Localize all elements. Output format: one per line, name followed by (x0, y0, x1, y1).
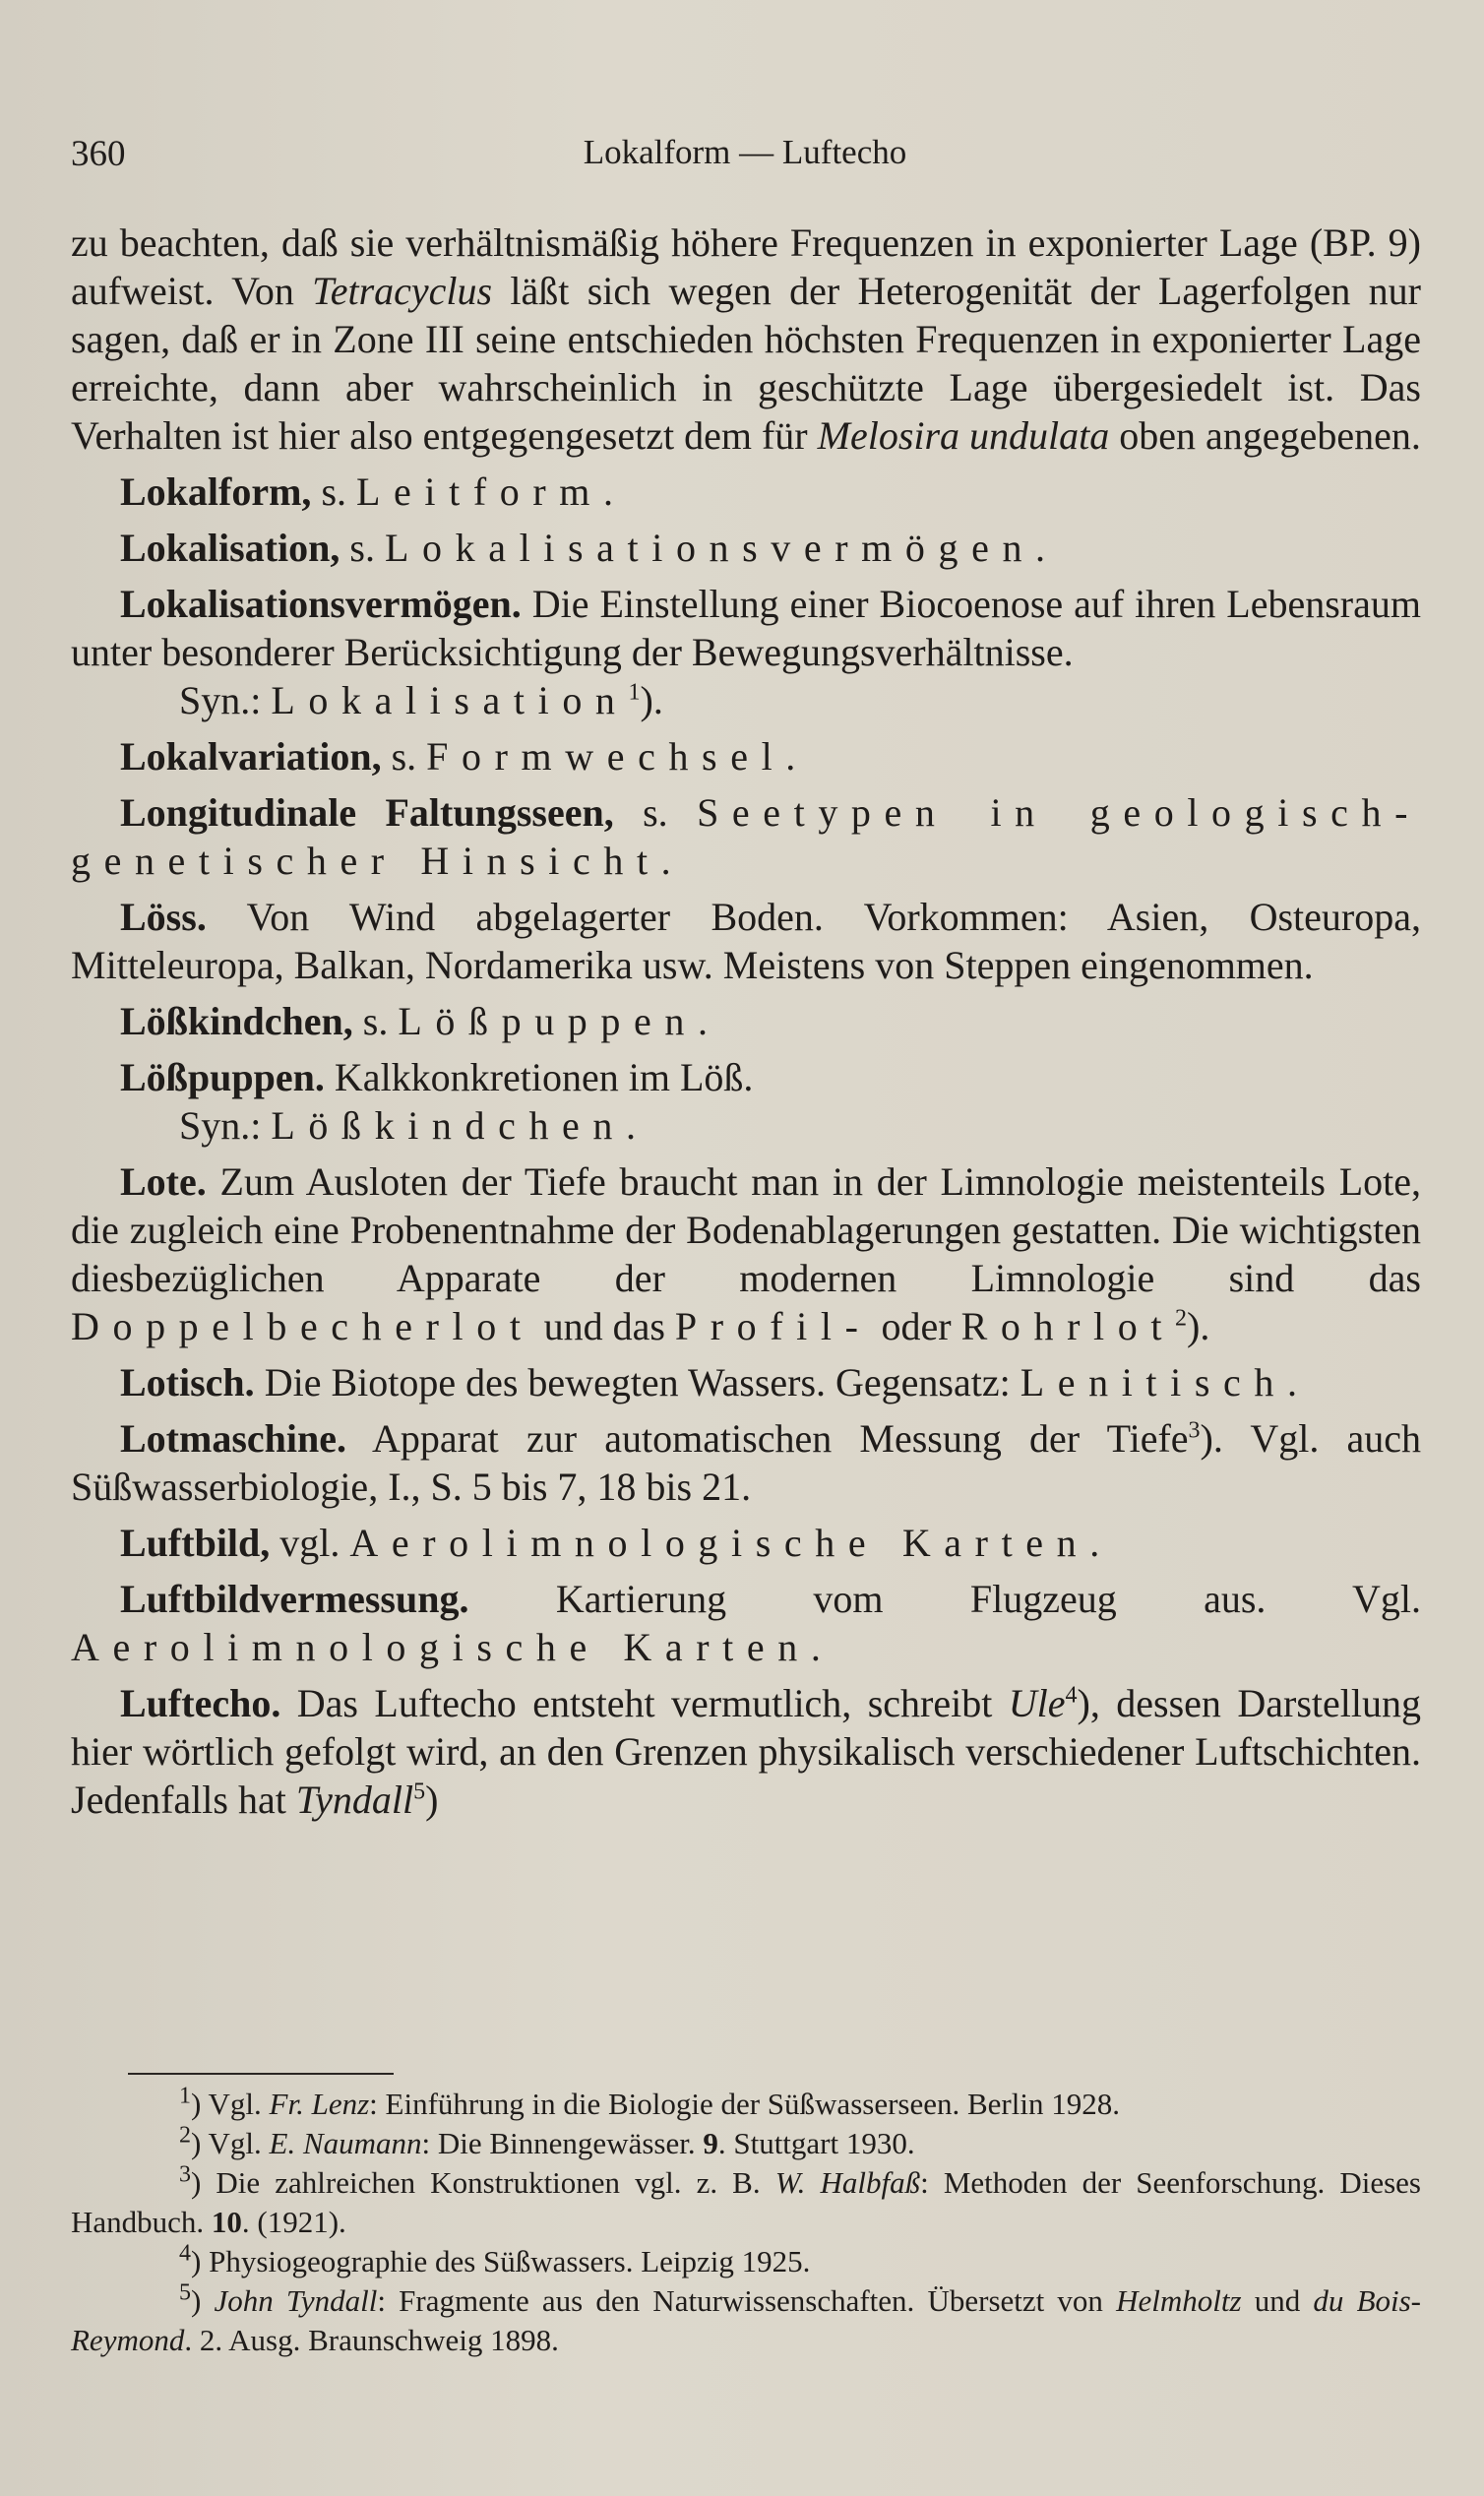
text: s. (381, 734, 427, 779)
text: läßt sich wegen der Heterogenität der Lagerfolgen nur sagen, daß er in Zone III seine entschieden höchsten Frequenzen in exponierter Lage erreichte, dann aber wahrscheinlich in geschützte Lage übergesiedelt ist. Das Verhalten ist hier also entgegengesetzt dem für (71, 269, 1421, 458)
text: : Fragmente aus den Naturwissenschaften. Übersetzt von (377, 2283, 1117, 2318)
cross-reference: Formwechsel. (426, 734, 809, 779)
entry-loesskindchen (71, 997, 1421, 1045)
text: und das (533, 1304, 675, 1348)
text: Kartierung vom Flugzeug aus. Vgl. (468, 1577, 1421, 1621)
entry-term: Lokalform, (120, 469, 312, 514)
entry-term: Lößpuppen. (120, 1055, 325, 1099)
syn-label: Syn.: (179, 1103, 272, 1148)
text: ). (640, 678, 663, 722)
italic-author: John Tyndall (214, 2283, 378, 2318)
entry-luftecho (71, 1679, 1421, 1824)
text: s. (352, 999, 399, 1043)
text: Von Wind abgelagerter Boden. Vorkommen: Asien, Osteuropa, Mitteleuropa, Balkan, Nordamerika usw. Meistens von Steppen eingenommen. (71, 895, 1421, 987)
footnote-mark: 4 (179, 2240, 191, 2267)
footnote-divider (128, 2073, 394, 2075)
cross-reference: Lößpuppen. (398, 999, 721, 1043)
italic-author: Helmholtz (1116, 2283, 1242, 2318)
text: oder (871, 1304, 961, 1348)
entry-lokalisationsvermoegen (71, 580, 1421, 676)
paragraph-continuation (71, 218, 1421, 460)
entry-lote (71, 1157, 1421, 1350)
text: Apparat zur automatischen Messung der Tiefe (346, 1416, 1189, 1461)
text: Die Einstellung einer Biocoenose auf ihren Lebensraum unter besonderer Berücksichtigung der Bewegungsverhältnisse. (71, 582, 1421, 674)
synonym-line (71, 676, 1421, 724)
footnote-mark: 5 (179, 2279, 191, 2306)
text: oben angegebenen. (1109, 413, 1421, 458)
text: ) Die zahlreichen Konstruktionen vgl. z. B. (191, 2165, 775, 2200)
italic-author: du Bois-Reymond (71, 2283, 1421, 2357)
text: Zum Ausloten der Tiefe braucht man in der Limnologie meistenteils Lote, die zugleich eine Probenentnahme der Bodenablagerungen gestatten. Die wichtigsten diesbezüglichen Apparate der modernen Limnologie sind das (71, 1159, 1421, 1300)
text: ) (191, 2283, 215, 2318)
text: ) Vgl. (191, 2126, 270, 2160)
entry-term: Lotmaschine. (120, 1416, 346, 1461)
entry-luftbild (71, 1519, 1421, 1567)
entry-term: Luftbildvermessung. (120, 1577, 469, 1621)
text: ). (1187, 1304, 1210, 1348)
text: : Die Binnengewässer. (421, 2126, 704, 2160)
cross-reference: Lokalisationsvermögen. (384, 526, 1059, 570)
entry-loesspuppen (71, 1053, 1421, 1101)
text: Kalkkonkretionen im Löß. (324, 1055, 754, 1099)
text: ), dessen Darstellung hier wörtlich gefolgt wird, an den Grenzen physikalisch verschiedener Luftschichten. Jedenfalls hat (71, 1681, 1421, 1822)
text: s. (340, 526, 385, 570)
page-header (71, 133, 1419, 182)
text: und (1241, 2283, 1314, 2318)
footnote-mark: 3 (179, 2161, 191, 2188)
cross-reference: Seetypen in geologisch-genetischer Hinsicht. (71, 790, 1421, 883)
text: zu beachten, daß sie verhältnismäßig höhere Frequenzen in exponierter Lage (BP. 9) aufweist. Von (71, 220, 1421, 313)
text: ) Physiogeographie des Süßwassers. Leipzig 1925. (191, 2244, 811, 2278)
entry-lotmaschine (71, 1414, 1421, 1511)
entry-term: Luftbild, (120, 1521, 271, 1565)
text: : Methoden der Seenforschung. Dieses Handbuch. (71, 2165, 1421, 2239)
text: . Stuttgart 1930. (717, 2126, 915, 2160)
cross-reference: Leitform. (356, 469, 627, 514)
footnote-mark: 1 (179, 2083, 191, 2109)
spaced-term: Profil- (674, 1304, 872, 1348)
text: . (1921). (241, 2205, 346, 2239)
footnote-marker: 4 (1065, 1682, 1078, 1709)
italic-author: Fr. Lenz (269, 2087, 370, 2121)
text: : Einführung in die Biologie der Süßwasserseen. Berlin 1928. (369, 2087, 1120, 2121)
footnote-marker: 5 (413, 1778, 426, 1805)
footnotes (71, 2085, 1421, 2360)
page-number: 360 (71, 134, 126, 174)
italic-author: Ule (1008, 1681, 1066, 1725)
text: Das Luftecho entsteht vermutlich, schreibt (280, 1681, 1009, 1725)
cross-reference: Aerolimnologische Karten. (71, 1625, 835, 1669)
entry-term: Löss. (120, 895, 207, 939)
spaced-term: Rohrlot (960, 1304, 1176, 1348)
volume-number: 10 (211, 2205, 242, 2239)
entry-lokalisation (71, 524, 1421, 572)
footnote-3 (71, 2163, 1421, 2242)
running-head: Lokalform — Luftecho (583, 133, 907, 171)
entry-lokalvariation (71, 732, 1421, 780)
cross-reference: Lenitisch. (1020, 1360, 1311, 1404)
entry-term: Luftecho. (120, 1681, 281, 1725)
main-text (71, 218, 1421, 1824)
footnote-marker: 1 (628, 679, 641, 706)
entry-luftbildvermessung (71, 1575, 1421, 1671)
entry-lotisch (71, 1358, 1421, 1406)
synonym: Lößkindchen. (271, 1103, 649, 1148)
text: vgl. (270, 1521, 350, 1565)
spaced-term: Doppelbecherlot (71, 1304, 534, 1348)
footnote-marker: 2 (1175, 1305, 1188, 1332)
entry-term: Lokalisation, (120, 526, 340, 570)
cross-reference: Aerolimnologische Karten. (349, 1521, 1113, 1565)
text: ). Vgl. auch Süßwasserbiologie, I., S. 5 bis 7, 18 bis 21. (71, 1416, 1421, 1509)
entry-term: Lote. (120, 1159, 207, 1204)
italic-author: W. Halbfaß (774, 2165, 921, 2200)
synonym: Lokalisation (271, 678, 629, 722)
entry-lokalform (71, 468, 1421, 516)
footnote-1 (71, 2085, 1421, 2124)
entry-longitudinale-faltungsseen (71, 788, 1421, 885)
text: s. (613, 790, 698, 835)
text: s. (311, 469, 357, 514)
footnote-5 (71, 2281, 1421, 2360)
entry-term: Lößkindchen, (120, 999, 353, 1043)
footnote-2 (71, 2124, 1421, 2163)
footnote-4 (71, 2242, 1421, 2281)
footnote-mark: 2 (179, 2122, 191, 2149)
syn-label: Syn.: (179, 678, 272, 722)
synonym-line (71, 1101, 1421, 1150)
entry-term: Lokalvariation, (120, 734, 382, 779)
entry-term: Lotisch. (120, 1360, 255, 1404)
italic-taxon: Tetracyclus (312, 269, 493, 313)
entry-term: Longitudinale Faltungsseen, (120, 790, 614, 835)
italic-author: E. Naumann (269, 2126, 422, 2160)
text: Die Biotope des bewegten Wassers. Gegensatz: (254, 1360, 1020, 1404)
entry-term: Lokalisationsvermögen. (120, 582, 522, 626)
entry-loess (71, 893, 1421, 989)
volume-number: 9 (703, 2126, 718, 2160)
italic-author: Tyndall (295, 1778, 414, 1822)
footnote-marker: 3 (1188, 1417, 1201, 1444)
text: ) (425, 1778, 439, 1822)
italic-taxon: Melosira undulata (817, 413, 1110, 458)
text: . 2. Ausg. Braunschweig 1898. (184, 2323, 559, 2357)
text: ) Vgl. (191, 2087, 270, 2121)
